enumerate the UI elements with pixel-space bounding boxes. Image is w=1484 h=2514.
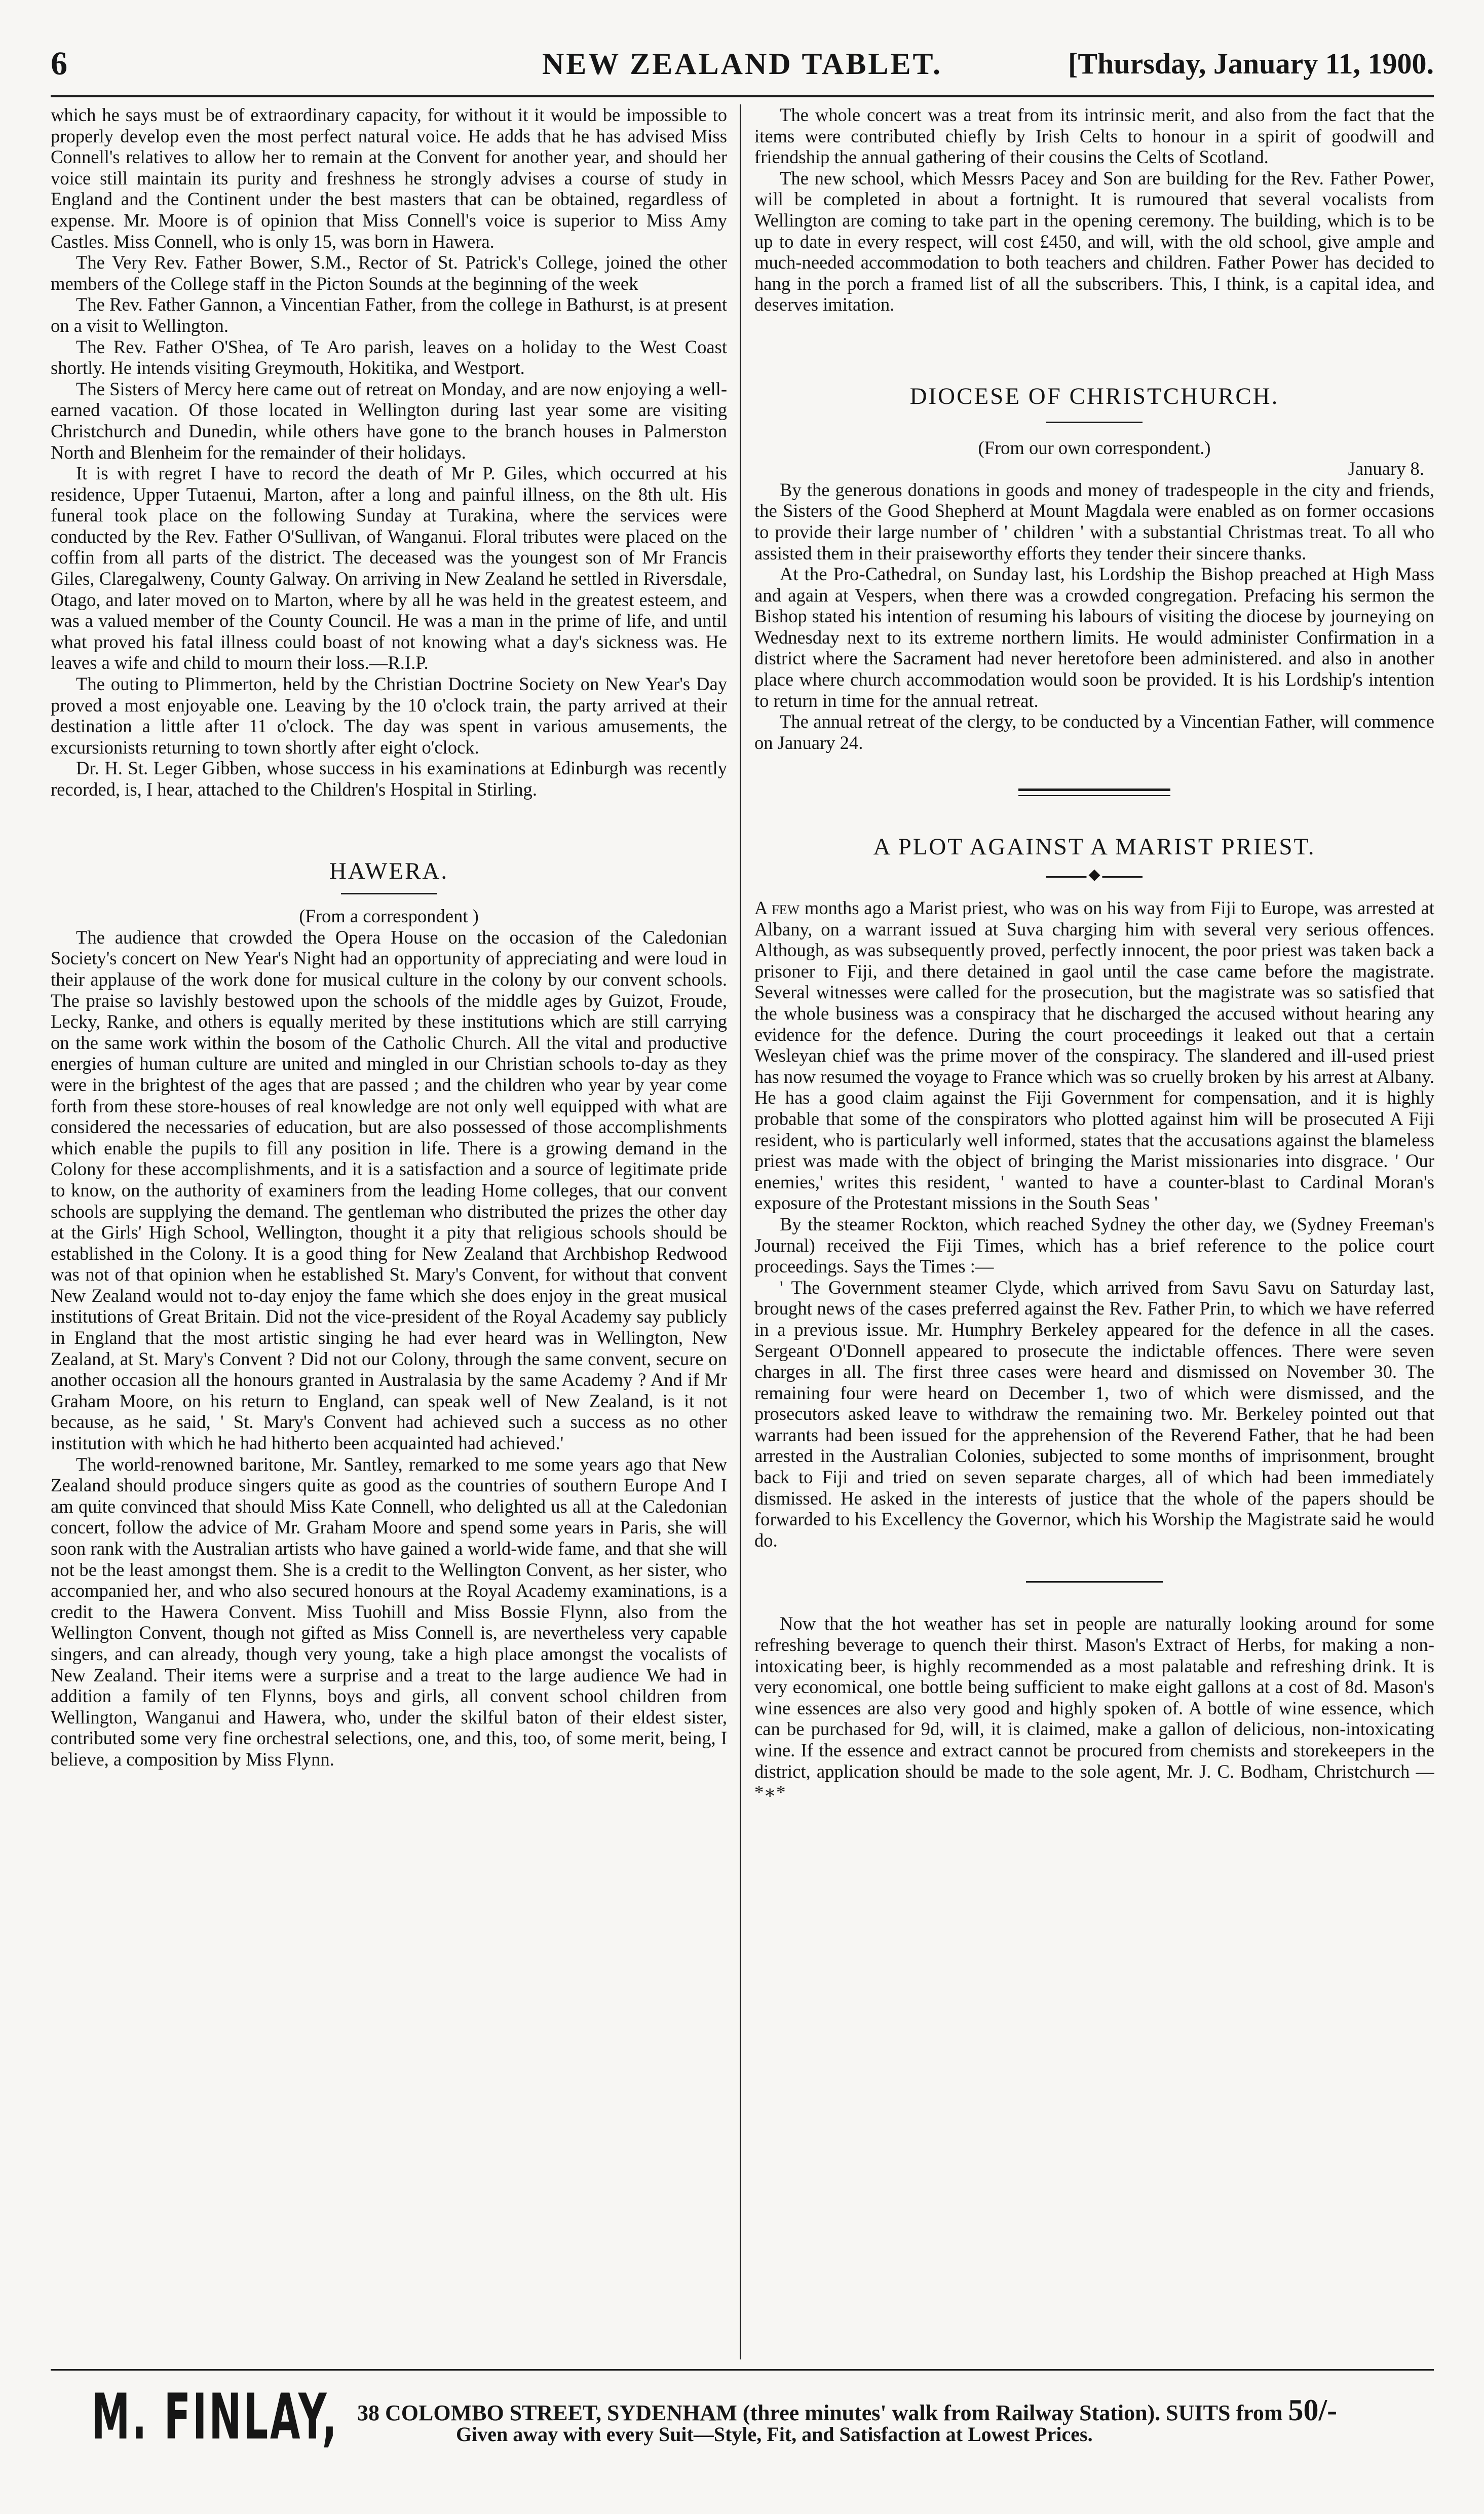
newspaper-title: NEW ZEALAND TABLET. — [542, 47, 943, 81]
section-heading-hawera: HAWERA. — [329, 857, 449, 884]
byline: (From our own correspondent.) — [978, 437, 1211, 458]
paragraph: The Rev. Father Gannon, a Vincentian Father, from the college in Bathurst, is at present on a visit to Wellington. — [51, 294, 727, 336]
section-heading-christchurch: DIOCESE OF CHRISTCHURCH. — [909, 383, 1279, 409]
paragraph: The Rev. Father O'Shea, of Te Aro parish, leaves on a holiday to the West Coast shortly. He intends visiting Greymouth, Hokitika, and Westport. — [51, 336, 727, 379]
paragraph: The audience that crowded the Opera House on the occasion of the Caledonian Society's concert on New Year's Night had an opportunity of appreciating and were loud in their applause of the work done for musical culture in the colony by our convent schools. The praise so lavishly bestowed upon the schools of the middle ages by Guizot, Froude, Lecky, Ranke, and others is equally merited by these institutions which are still carrying on the same work within the bosom of the Catholic Church. All the vital and productive energies of human culture are united and mingled in our Christian schools to-day as they were in the brightest of the ages that are passed ; and the children who year by year come forth from these store-houses of real knowledge are not only well equipped with what are considered the necessaries of education, but are also possessed of those accomplishments which enable the pupils to fill any position in life. There is a growing demand in the Colony for these accomplishments, and it is a satisfaction and a source of legitimate pride to know, on the authority of examiners from the leading Home colleges, that our convent schools are supplying the demand. The gentleman who distributed the prizes the other day at the Girls' High School, Wellington, thought it a pity that religious schools should be established in the Colony. It is a good thing for New Zealand that Archbishop Redwood was not of that opinion when he established St. Mary's Convent, for without that convent New Zealand would not to-day enjoy the fame which she does enjoy in the great musical institutions of Great Britain. Did not the vice-president of the Royal Academy say publicly in England that the most artistic singing he had ever heard was in Wellington, New Zealand, at St. Mary's Convent ? Did not our Colony, through the same convent, secure on another occasion all the honours granted in Australasia by the same Academy ? And if Mr Graham Moore, on his return to England, can speak well of New Zealand, is it not because, as he said, ' St. Mary's Convent had achieved such a success as no other institution with which he had hitherto been acquainted had achieved.' — [51, 926, 727, 1454]
paragraph: The new school, which Messrs Pacey and Son are building for the Rev. Father Power, will be completed in about a fortnight. It is rumoured that several vocalists from Wellington are coming to take part in the opening ceremony. The building, which is to be up to date in every respect, will cost £450, and will, with the old school, give ample and much-needed accommodation to both teachers and children. Father Power has decided to hang in the porch a framed list of all the subscribers. This, I think, is a capital idea, and deserves imitation. — [754, 167, 1434, 315]
paragraph: At the Pro-Cathedral, on Sunday last, his Lordship the Bishop preached at High Mass and again at Vespers, when there was a crowded congregation. Prefacing his sermon the Bishop stated his intention of resuming his labours of visiting the diocese by journeying on Wednesday next to its extreme northern limits. He would administer Confirmation in a district where the Sacrament had never heretofore been administered. and also in another place where church accommodation would soon be provided. It is his Lordship's intention to return in time for the annual retreat. — [754, 564, 1434, 711]
diamond-icon: ◆ — [1086, 867, 1102, 882]
paragraph: By the steamer Rockton, which reached Sydney the other day, we (Sydney Freeman's Journal) received the Fiji Times, which has a brief reference to the police court proceedings. Says the Times :— — [754, 1213, 1434, 1277]
header-rule — [51, 95, 1434, 97]
paragraph: The outing to Plimmerton, held by the Christian Doctrine Society on New Year's Day proved a most enjoyable one. Leaving by the 10 o'clock train, the party arrived at their destination a little after 11 o'clock. The day was spent in various amusements, the excursionists returning to town shortly after eight o'clock. — [51, 673, 727, 758]
page-number: 6 — [51, 45, 67, 82]
paragraph: The world-renowned baritone, Mr. Santley, remarked to me some years ago that New Zealand should produce singers quite as good as the countries of southern Europe And I am quite convinced that should Miss Kate Connell, who delighted us all at the Caledonian concert, follow the advice of Mr. Graham Moore and spend some years in Paris, she will soon rank with the Australian artists who have gained a world-wide fame, and that she will not be the least amongst them. She is a credit to the Wellington Convent, as her sister, who accompanied her, and who also secured honours at the Royal Academy examinations, is a credit to the Hawera Convent. Miss Tuohill and Miss Bossie Flynn, also from the Wellington Convent, though not gifted as Miss Connell is, are nevertheless very capable singers, and can already, though very young, take a high place amongst the vocalists of New Zealand. Their items were a surprise and a treat to the large audience We had in addition a family of ten Flynns, boys and girls, all convent school children from Wellington, Wanganui and Hawera, who, under the skilful baton of their eldest sister, contributed some very fine orchestral selections, one, and this, too, of some merit, being, I believe, a composition by Miss Flynn. — [51, 1453, 727, 1770]
column-divider — [740, 104, 741, 2359]
advert-tagline: Given away with every Suit—Style, Fit, and Satisfaction at Lowest Prices. — [456, 2423, 1093, 2446]
paragraph: By the generous donations in goods and money of tradespeople in the city and friends, the Sisters of the Good Shepherd at Mount Magdala were enabled as on former occasions to provide their large number of ' children ' with a substantial Christmas treat. To all who assisted them in their praiseworthy efforts they tender their sincere thanks. — [754, 479, 1434, 564]
advert-paragraph: Now that the hot weather has set in people are naturally looking around for some refreshing beverage to quench their thirst. Mason's Extract of Herbs, for making a non-intoxicating beer, is highly recommended as a most palatable and refreshing drink. It is very economical, one bottle being sufficient to make eight gallons at a cost of 8d. Mason's wine essences are also very good and highly spoken of. A bottle of wine essence, which can be purchased for 9d, will, it is claimed, make a gallon of delicious, non-intoxicating wine. If the essence and extract cannot be procured from chemists and storekeepers in the district, application should be made to the sole agent, Mr. J. C. Bodham, Christchurch —*∗* — [754, 1613, 1434, 1803]
paragraph: It is with regret I have to record the death of Mr P. Giles, which occurred at his residence, Upper Tutaenui, Marton, after a long and painful illness, on the 8th ult. His funeral took place on the following Sunday at Turakina, where the services were conducted by the Rev. Father O'Sullivan, of Wanganui. Floral tributes were placed on the coffin from all parts of the district. The deceased was the youngest son of Mr Francis Giles, Claregalweny, County Galway. On arriving in New Zealand he settled in Riversdale, Otago, and later moved on to Marton, where by all he was held in the greatest esteem, and was a valued member of the County Council. He was a man in the prime of life, and until what proved his fatal illness could boast of not knowing what a day's sickness was. He leaves a wife and child to mourn their loss.—R.I.P. — [51, 463, 727, 673]
paragraph: which he says must be of extraordinary capacity, for without it it would be impossible to properly develop even the most perfect natural voice. He adds that he has advised Miss Connell's relatives to allow her to remain at the Convent for another year, and should her voice still maintain its purity and freshness he strongly advises a course of study in England and the Continent under the best masters that can be obtained, regardless of expense. Mr. Moore is of opinion that Miss Connell's voice is superior to Miss Amy Castles. Miss Connell, who is only 15, was born in Hawera. — [51, 104, 727, 252]
paragraph: The Very Rev. Father Bower, S.M., Rector of St. Patrick's College, joined the other members of the College staff in the Picton Sounds at the beginning of the week — [51, 252, 727, 294]
heading-ornament — [1046, 866, 1143, 883]
paragraph: The Sisters of Mercy here came out of retreat on Monday, and are now enjoying a well-earned vacation. Of those located in Wellington during last year some are visiting Christchurch and Dunedin, while others have gone to the branch houses in Palmerston North and Blenheim for the remainder of their holidays. — [51, 378, 727, 463]
byline: (From a correspondent ) — [299, 906, 479, 927]
advertiser-name: M. FINLAY, — [91, 2381, 339, 2454]
paragraph — [754, 897, 1434, 1214]
page-header — [51, 45, 1434, 85]
lead-words: A few — [754, 897, 800, 919]
advert-price: 50/- — [1288, 2393, 1338, 2427]
paragraph: The whole concert was a treat from its intrinsic merit, and also from the fact that the items were contributed chiefly by Irish Celts to honour in a spirit of goodwill and friendship the annual gathering of their cousins the Celts of Scotland. — [754, 104, 1434, 168]
right-column — [754, 104, 1434, 2359]
section-heading-plot: A PLOT AGAINST A MARIST PRIEST. — [873, 834, 1316, 860]
issue-date: [Thursday, January 11, 1900. — [1068, 47, 1434, 80]
quoted-report: ' The Government steamer Clyde, which arrived from Savu Savu on Saturday last, brought news of the cases preferred against the Rev. Father Prin, to which we have referred in a previous issue. Mr. Humphry Berkeley appeared for the defence in all the cases. Sergeant O'Donnell appeared to prosecute the indictable offences. There were seven charges in all. The first three cases were heard and dismissed on November 30. The remaining four were heard on December 1, two of which were dismissed, and the prosecutors asked leave to withdraw the remaining two. Mr. Berkeley pointed out that warrants had been issued for the apprehension of the Reverend Father, that he had been arrested in the Australian Colonies, subjected to some months of imprisonment, brought back to Fiji and tried on seven separate charges, all of which had been immediately dismissed. He asked in the interests of justice that the whole of the papers should be forwarded to his Excellency the Governor, which his Worship the Magistrate said he would do. — [754, 1277, 1434, 1551]
paragraph: Dr. H. St. Leger Gibben, whose success in his examinations at Edinburgh was recently recorded, is, I hear, attached to the Children's Hospital in Stirling. — [51, 758, 727, 800]
paragraph-text: months ago a Marist priest, who was on his way from Fiji to Europe, was arrested at Albany, on a warrant issued at Suva charging him with several very serious offences. Although, as was subsequently proved, perfectly innocent, the poor priest was taken back a prisoner to Fiji, and there detained in gaol until the case came before the magistrate. Several witnesses were called for the prosecution, but the magistrate was so satisfied that the whole business was a conspiracy that he discharged the accused without hearing any evidence for the defence. During the court proceedings it leaked out that a certain Wesleyan chief was the prime mover of the conspiracy. The slandered and ill-used priest has now resumed the voyage to France which was so cruelly broken by his arrest at Albany. He has a good claim against the Fiji Government for compensation, and it is highly probable that some of the conspirators who plotted against him will be prosecuted A Fiji resident, who is particularly well informed, states that the accusations against the blameless priest was made with the object of bringing the Marist missionaries into disgrace. ' Our enemies,' writes this resident, ' wanted to have a counter-blast to Cardinal Moran's exposure of the Protestant missions in the South Seas ' — [754, 897, 1434, 1214]
footer-rule — [51, 2369, 1434, 2371]
advert-address-text: 38 COLOMBO STREET, SYDENHAM (three minutes' walk from Railway Station). SUITS from — [357, 2400, 1288, 2425]
dateline: January 8. — [1348, 458, 1424, 479]
footer-advert — [51, 2382, 1434, 2468]
left-column — [51, 104, 727, 2359]
paragraph: The annual retreat of the clergy, to be conducted by a Vincentian Father, will commence on January 24. — [754, 711, 1434, 753]
